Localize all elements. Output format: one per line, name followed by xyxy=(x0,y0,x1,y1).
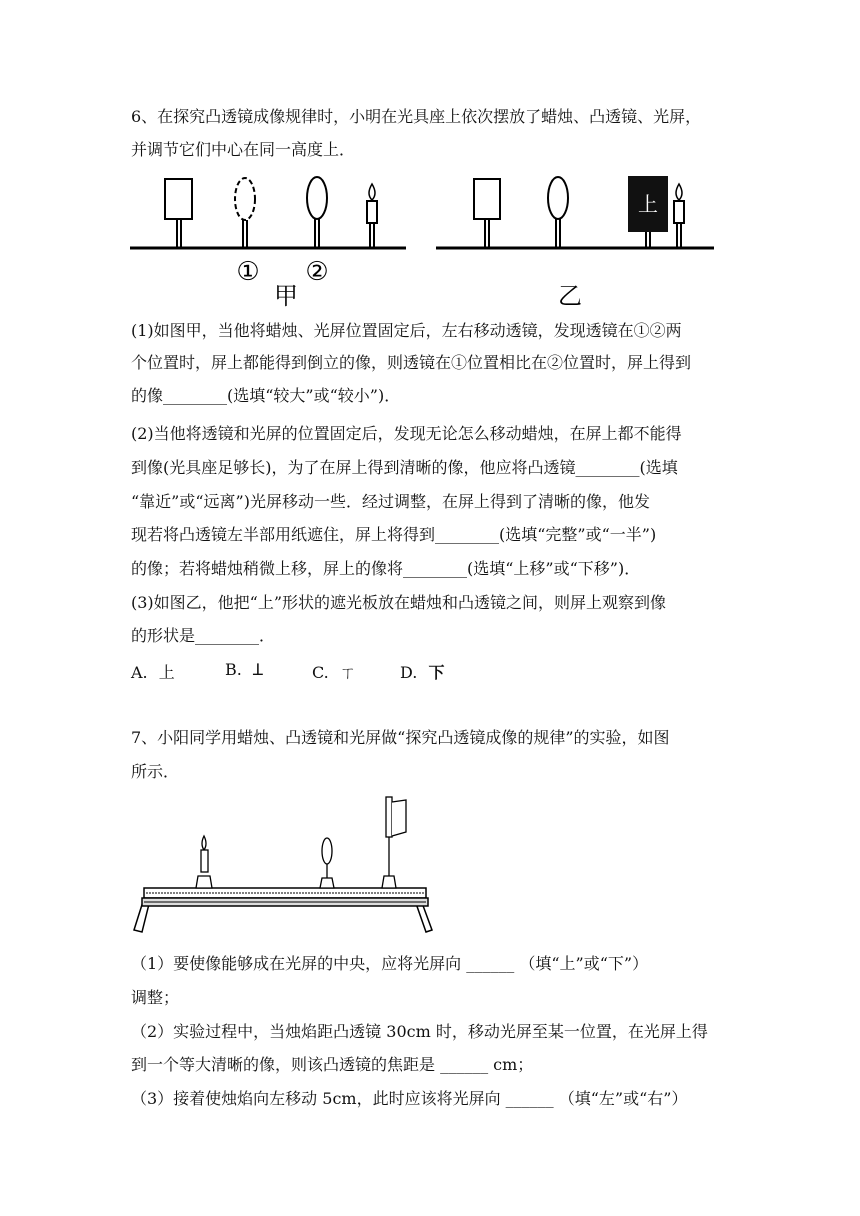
q6-line: (2)当他将透镜和光屏的位置固定后，发现无论怎么移动蜡烛，在屏上都不能得 xyxy=(131,424,682,443)
q6-line: 并调节它们中心在同一高度上． xyxy=(131,140,356,159)
shade-board-label: 上 xyxy=(638,192,658,216)
q7-line: （3）接着使烛焰向左移动 5cm，此时应该将光屏向 ______ （填“左”或“右”） xyxy=(131,1089,688,1108)
optical-bench-figure xyxy=(130,792,455,942)
q7-line: （2）实验过程中，当烛焰距凸透镜 30cm 时，移动光屏至某一位置，在光屏上得 xyxy=(131,1022,708,1041)
option-a: A. 上 xyxy=(131,663,175,682)
option-d: D. 下 xyxy=(400,663,445,682)
q7-line: （1）要使像能够成在光屏的中央，应将光屏向 ______ （填“上”或“下”） xyxy=(131,954,649,973)
q6-line: 6、在探究凸透镜成像规律时，小明在光具座上依次摆放了蜡烛、凸透镜、光屏， xyxy=(131,107,702,126)
q6-line: “靠近”或“远离”)光屏移动一些．经过调整，在屏上得到了清晰的像，他发 xyxy=(131,492,650,511)
q6-line: 到像(光具座足够长)，为了在屏上得到清晰的像，他应将凸透镜________(选填 xyxy=(131,458,678,477)
q6-line: (3)如图乙，他把“上”形状的遮光板放在蜡烛和凸透镜之间，则屏上观察到像 xyxy=(131,593,667,612)
q6-line: (1)如图甲，当他将蜡烛、光屏位置固定后，左右移动透镜，发现透镜在①②两 xyxy=(131,321,682,340)
q7-line: 调整； xyxy=(131,988,180,1007)
q7-line: 所示． xyxy=(131,762,180,781)
figure-jia-caption: 甲 xyxy=(274,282,298,307)
figure-jia xyxy=(128,172,418,307)
q6-line: 现若将凸透镜左半部用纸遮住，屏上将得到________(选填“完整”或“一半”) xyxy=(131,525,657,544)
position-mark-2: ② xyxy=(305,257,329,287)
q6-line: 个位置时，屏上都能得到倒立的像，则透镜在①位置相比在②位置时，屏上得到 xyxy=(131,353,692,372)
figure-yi xyxy=(432,172,722,307)
q7-line: 到一个等大清晰的像，则该凸透镜的焦距是 ______ cm； xyxy=(131,1055,534,1074)
position-mark-1: ① xyxy=(236,257,260,287)
q6-line: 的形状是________． xyxy=(131,626,276,645)
q6-line: 的像________(选填“较大”或“较小”)． xyxy=(131,386,401,405)
q6-line: 的像；若将蜡烛稍微上移，屏上的像将________(选填“上移”或“下移”)． xyxy=(131,559,641,578)
figure-yi-caption: 乙 xyxy=(558,282,582,307)
option-b: B. ꓕ xyxy=(225,660,263,679)
option-c: C. ㄒ xyxy=(312,663,356,682)
q7-line: 7、小阳同学用蜡烛、凸透镜和光屏做“探究凸透镜成像的规律”的实验，如图 xyxy=(131,728,670,747)
